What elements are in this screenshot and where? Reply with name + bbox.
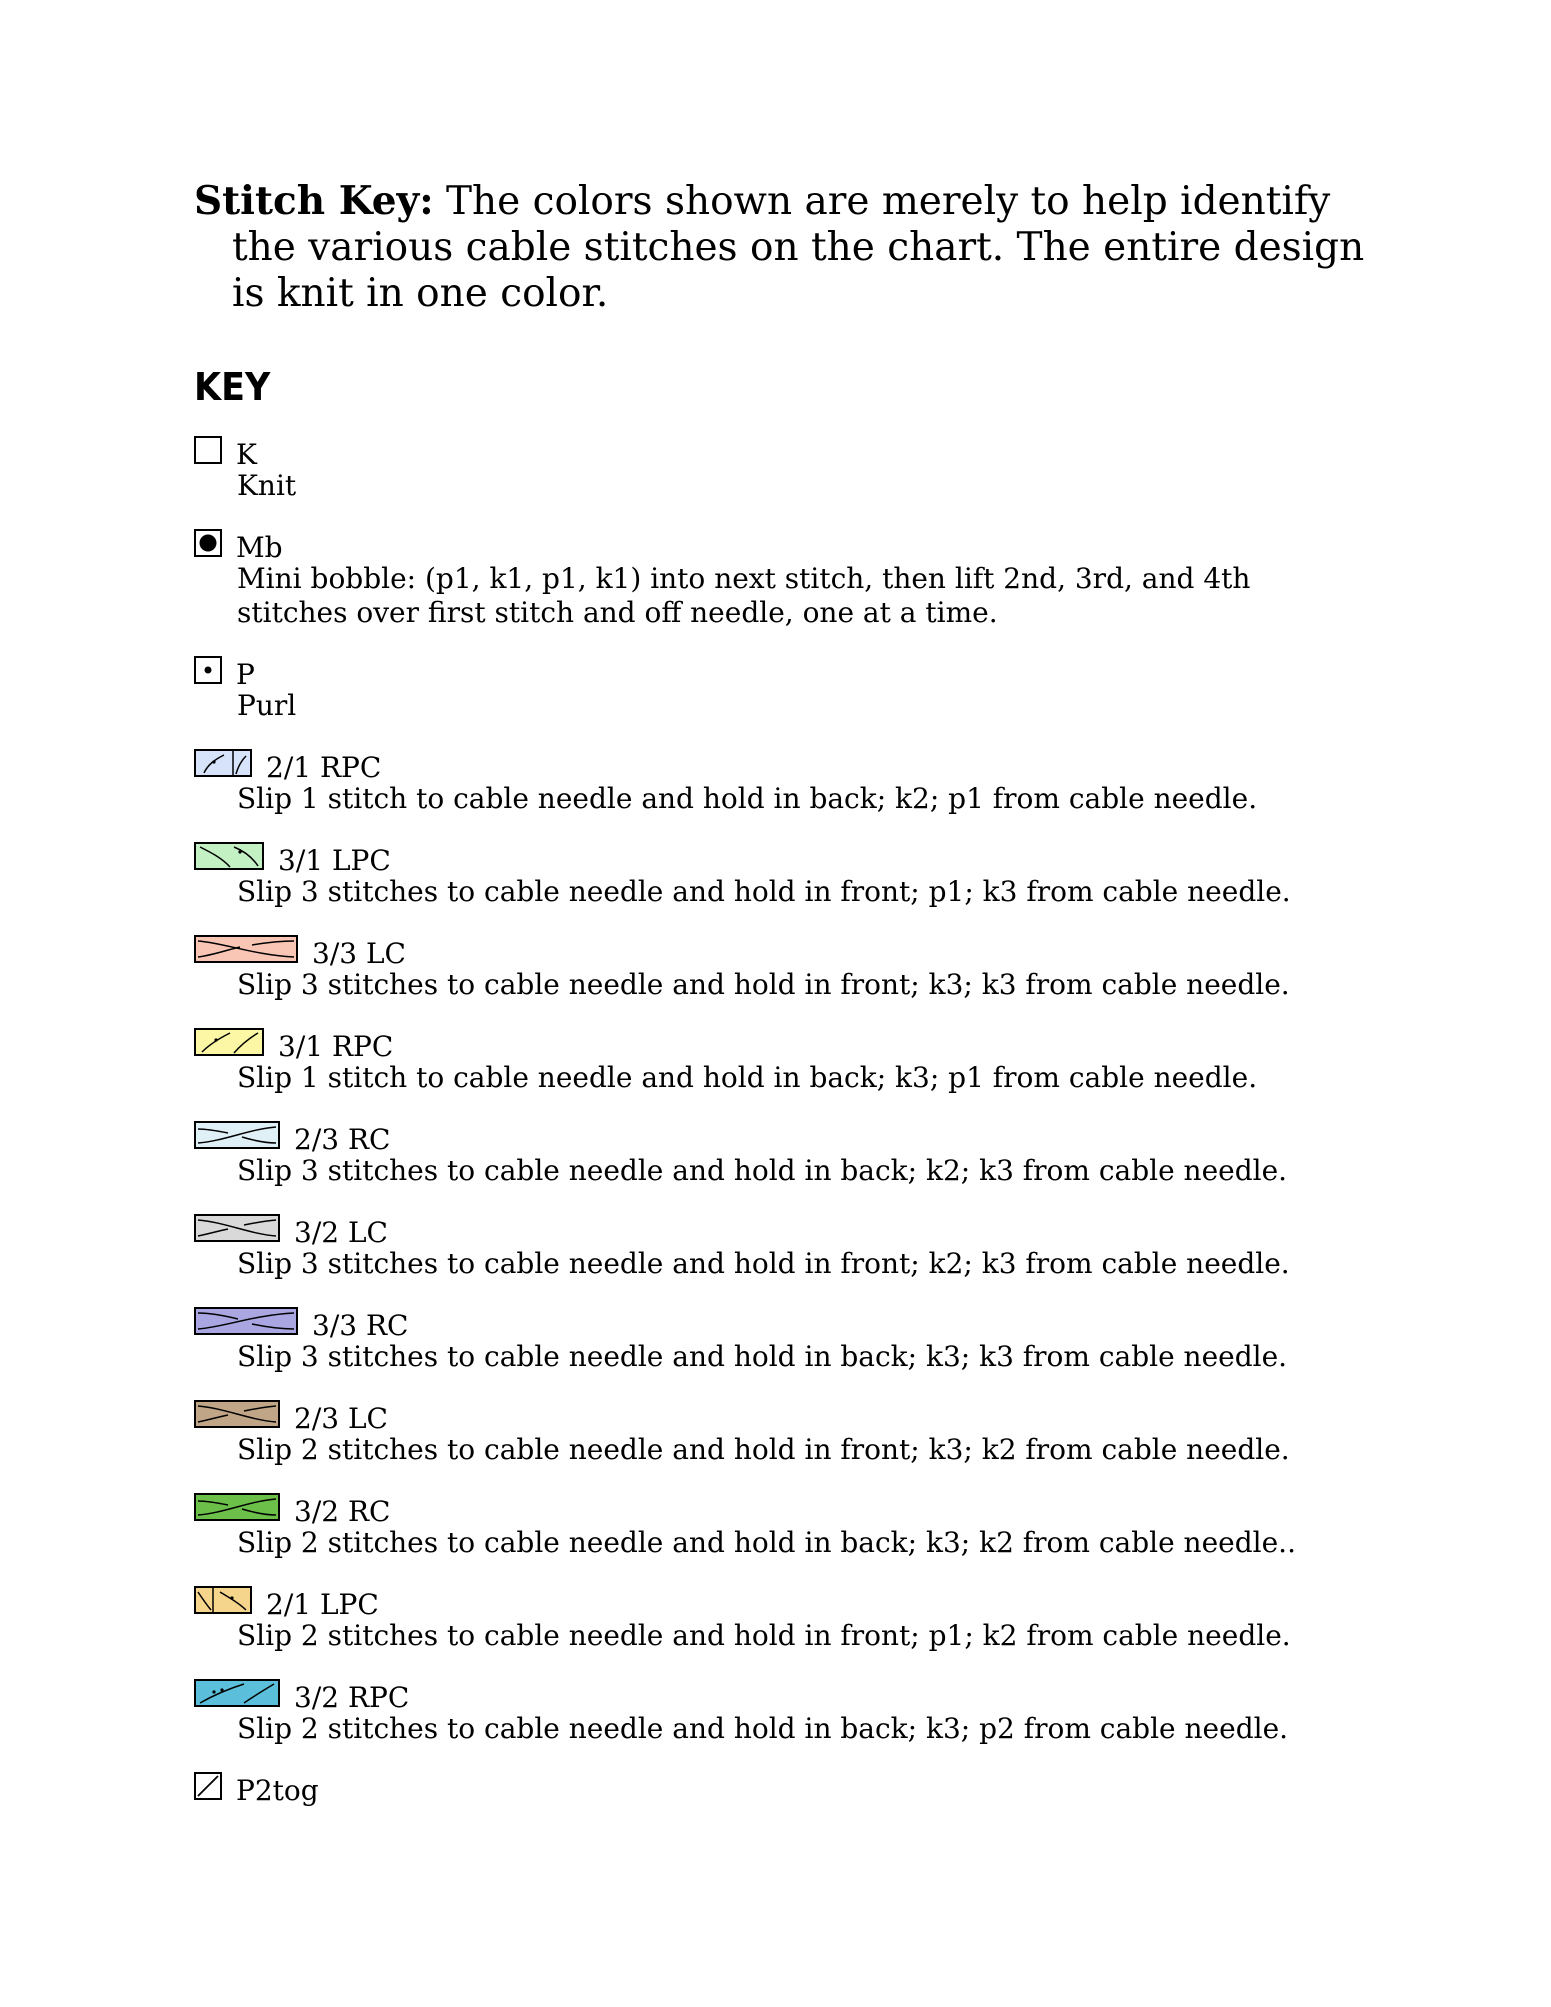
cable-3-3-rc-icon: [194, 1307, 298, 1335]
p2tog-icon: [194, 1772, 222, 1800]
key-desc: Slip 2 stitches to cable needle and hold in front; k3; k2 from cable needle.: [237, 1433, 1290, 1466]
cable-2-1-rpc-icon: [194, 749, 252, 777]
key-desc: Purl: [237, 689, 297, 722]
intro-text: The colors shown are merely to help identify the various cable stitches on the chart. The entire design is knit in one color.: [232, 179, 1365, 316]
cable-3-2-rc-icon: [194, 1493, 280, 1521]
cable-2-1-lpc-icon: [194, 1586, 252, 1614]
key-abbr: Mb: [236, 531, 283, 564]
key-item-3-1-rpc: [194, 1023, 1374, 1095]
key-desc: Slip 3 stitches to cable needle and hold in back; k2; k3 from cable needle.: [237, 1154, 1288, 1187]
key-desc: Knit: [237, 469, 297, 502]
empty-square-icon: [194, 436, 222, 464]
key-abbr: 2/3 LC: [294, 1402, 388, 1435]
key-item-3-3-rc: [194, 1302, 1374, 1374]
key-item-3-1-lpc: [194, 837, 1374, 909]
key-abbr: 3/1 RPC: [278, 1030, 394, 1063]
key-item-k: [194, 431, 1374, 503]
key-desc: Slip 2 stitches to cable needle and hold in front; p1; k2 from cable needle.: [237, 1619, 1291, 1652]
key-abbr: 2/3 RC: [294, 1123, 391, 1156]
key-abbr: 3/2 RC: [294, 1495, 391, 1528]
key-item-2-3-rc: [194, 1116, 1374, 1188]
key-heading: KEY: [194, 365, 271, 409]
key-abbr: 3/3 RC: [312, 1309, 409, 1342]
key-abbr: P2tog: [236, 1774, 319, 1807]
key-item-3-2-rpc: [194, 1674, 1374, 1746]
intro-lead: Stitch Key:: [194, 178, 434, 224]
key-abbr: 3/3 LC: [312, 937, 406, 970]
filled-dot-square-icon: [194, 529, 222, 557]
cable-2-3-lc-icon: [194, 1400, 280, 1428]
cable-3-2-rpc-icon: [194, 1679, 280, 1707]
key-abbr: P: [236, 658, 255, 691]
cable-3-1-rpc-icon: [194, 1028, 264, 1056]
intro-paragraph: [194, 178, 1374, 317]
key-desc: Slip 1 stitch to cable needle and hold in back; k2; p1 from cable needle.: [237, 782, 1258, 815]
key-item-p: [194, 651, 1374, 723]
dot-square-icon: [194, 656, 222, 684]
key-item-2-1-lpc: [194, 1581, 1374, 1653]
key-item-3-2-rc: [194, 1488, 1374, 1560]
stitch-key-page: [194, 178, 1374, 1826]
cable-2-3-rc-icon: [194, 1121, 280, 1149]
key-desc: Slip 3 stitches to cable needle and hold in front; k2; k3 from cable needle.: [237, 1247, 1290, 1280]
cable-3-3-lc-icon: [194, 935, 298, 963]
key-abbr: 3/1 LPC: [278, 844, 391, 877]
key-item-3-3-lc: [194, 930, 1374, 1002]
key-abbr: 3/2 LC: [294, 1216, 388, 1249]
key-desc: Slip 2 stitches to cable needle and hold in back; k3; k2 from cable needle..: [237, 1526, 1296, 1559]
key-item-3-2-lc: [194, 1209, 1374, 1281]
cable-3-1-lpc-icon: [194, 842, 264, 870]
key-item-2-3-lc: [194, 1395, 1374, 1467]
key-item-mb: [194, 524, 1374, 630]
key-desc: Slip 2 stitches to cable needle and hold in back; k3; p2 from cable needle.: [237, 1712, 1289, 1745]
key-abbr: 2/1 LPC: [266, 1588, 379, 1621]
key-abbr: K: [236, 438, 257, 471]
key-abbr: 2/1 RPC: [266, 751, 382, 784]
key-desc: Mini bobble: (p1, k1, p1, k1) into next stitch, then lift 2nd, 3rd, and 4th stitches over first stitch and off needle, one at a time.: [237, 562, 1251, 629]
key-list: [194, 431, 1374, 1805]
key-item-2-1-rpc: [194, 744, 1374, 816]
key-desc: Slip 1 stitch to cable needle and hold in back; k3; p1 from cable needle.: [237, 1061, 1258, 1094]
key-desc: Slip 3 stitches to cable needle and hold in front; k3; k3 from cable needle.: [237, 968, 1290, 1001]
key-abbr: 3/2 RPC: [294, 1681, 410, 1714]
key-item-p2tog: [194, 1767, 1374, 1805]
cable-3-2-lc-icon: [194, 1214, 280, 1242]
key-desc: Slip 3 stitches to cable needle and hold in front; p1; k3 from cable needle.: [237, 875, 1291, 908]
key-desc: Slip 3 stitches to cable needle and hold in back; k3; k3 from cable needle.: [237, 1340, 1288, 1373]
